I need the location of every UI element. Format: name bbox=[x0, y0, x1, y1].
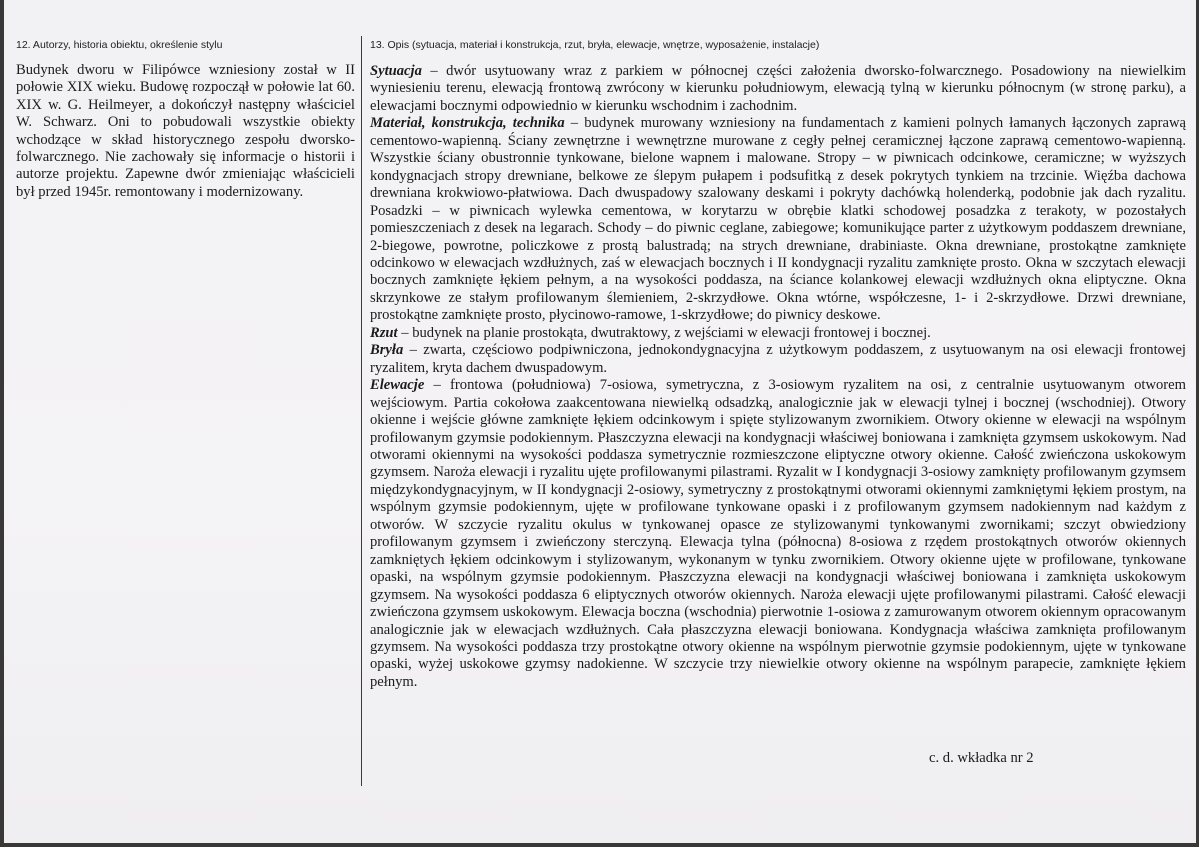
paragraph-sytuacja bbox=[370, 63, 1186, 115]
paragraph-rzut bbox=[370, 325, 1186, 342]
paragraph-bryla bbox=[370, 342, 1186, 377]
section-12-body: Budynek dworu w Filipówce wzniesiony został w II połowie XIX wieku. Budowę rozpoczął w połowie lat 60. XIX w. G. Heilmeyer, a dokończył następny właściciel W. Schwarz. Oni to pobudowali wszystkie obiekty wchodzące w skład historycznego zespołu dworsko-folwarcznego. Nie zachowały się informacje o historii i autorze projektu. Zapewne dwór zmieniając właścicieli był przed 1945r. remontowany i modernizowany. bbox=[16, 62, 355, 200]
label-material: Materiał, konstrukcja, technika bbox=[370, 115, 565, 132]
paragraph-elewacje bbox=[370, 377, 1186, 691]
continuation-note: c. d. wkładka nr 2 bbox=[929, 750, 1034, 766]
text-bryla: – zwarta, częściowo podpiwniczona, jednokondygnacyjna z użytkowym poddaszem, z usytuowanym na osi elewacji frontowej ryzalitem, kryta dachem dwuspadowym. bbox=[370, 342, 1186, 376]
section-13-body bbox=[370, 63, 1186, 691]
paragraph-material bbox=[370, 115, 1186, 324]
label-bryla: Bryła bbox=[370, 342, 404, 359]
text-elewacje: – frontowa (południowa) 7-osiowa, symetryczna, z 3-osiowym ryzalitem na osi, z centralnie usytuowanym otworem wejściowym. Partia cokołowa zaakcentowana niewielką odsadzką, analogicznie jak w elewacji tylnej i bocznej (wschodniej). Otwory okienne i wejście główne zamknięte łękiem odcinkowym i spięte stylizowanym zwornikiem. Otwory okienne w elewacji na wspólnym profilowanym gzymsie podokiennym. Płaszczyzna elewacji na kondygnacji właściwej boniowana i zamknięta gzymsem uskokowym. Nad otworami okiennymi na wysokości poddasza symetrycznie rozmieszczone eliptyczne otwory okienne. Całość zwieńczona uskokowym gzymsem. Naroża elewacji i ryzalitu ujęte profilowanymi pilastrami. Ryzalit w I kondygnacji 3-osiowy zamknięty profilowanym gzymsem międzykondygnacyjnym, w II kondygnacji 2-osiowy, symetryczny z prostokątnymi otworami okiennymi zamkniętymi łękiem prostym, na wspólnym gzymsie podokiennym, ujęte w profilowane tynkowane opaski i z profilowanym gzymsem nadokiennym nad każdym z otworów. W szczycie ryzalitu okulus w tynkowanej opasce ze stylizowanymi tynkowanymi zwornikami; szczyt obwiedziony profilowanym gzymsem i zwieńczony sterczyną. Elewacja tylna (północna) 8-osiowa z rzędem prostokątnych otworów okiennych zamkniętych łękiem odcinkowym i stylizowanym, wykonanym w tynku zwornikiem. Otwory okienne ujęte w profilowane, tynkowane opaski, na wspólnym gzymsie podokiennym. Płaszczyzna elewacji na kondygnacji właściwej boniowana i zamknięta uskokowym gzymsem. Na wysokości poddasza 6 eliptycznych otworów okiennych. Naroża elewacji ujęte profilowanymi pilastrami. Całość elewacji zwieńczona gzymsem uskokowym. Elewacja boczna (wschodnia) pierwotnie 1-osiowa z zamurowanym otworem okiennym opracowanym analogicznie jak w elewacjach wzdłużnych. Cała płaszczyzna elewacji boniowana. Kondygnacja właściwa zamknięta profilowanym gzymsem. Na wysokości poddasza trzy prostokątne otwory okienne na wspólnym pierwotnie gzymsie podokiennym, ujęte w tynkowane opaski, wyżej uskokowe gzymsy nadokienne. W szczycie trzy niewielkie otwory okienne na wspólnym parapecie, zamknięte łękiem pełnym. bbox=[370, 377, 1186, 690]
section-13-header: 13. Opis (sytuacja, materiał i konstrukcja, rzut, bryła, elewacje, wnętrze, wyposażenie, instalacje) bbox=[370, 39, 820, 51]
document-sheet bbox=[4, 0, 1196, 843]
text-material: – budynek murowany wzniesiony na fundamentach z kamieni polnych łamanych łączonych zaprawą cementowo-wapienną. Ściany zewnętrzne i wewnętrzne murowane z cegły pełnej ceramicznej łączone zaprawą cementowo-wapienną. Wszystkie ściany obustronnie tynkowane, bielone wapnem i malowane. Stropy – w piwnicach odcinkowe, ceramiczne; w wyższych kondygnacjach stropy drewniane, belkowe ze ślepym pułapem i podsufitką z desek pokrytych tynkiem na trzcinie. Więźba dachowa drewniana krokwiowo-płatwiowa. Dach dwuspadowy szalowany deskami i pokryty dachówką holenderką, podobnie jak dach ryzalitu. Posadzki – w piwnicach wylewka cementowa, w korytarzu w obrębie klatki schodowej posadzka z terakoty, w pozostałych pomieszczeniach z desek na legarach. Schody – do piwnic ceglane, zabiegowe; komunikujące parter z użytkowym poddaszem drewniane, 2-biegowe, powrotne, policzkowe z prostą balustradą; na strych drewniane, drabiniaste. Okna drewniane, prostokątne zamknięte odcinkowo w elewacjach wzdłużnych, zaś w elewacjach bocznych i II kondygnacji ryzalitu zamknięte prosto. Okna w szczytach elewacji bocznych zamknięte łękiem pełnym, a na wysokości poddasza, na ściance kolankowej elewacji wzdłużnych okna eliptyczne. Okna skrzynkowe ze stałym profilowanym ślemieniem, 2-skrzydłowe. Okna wtórne, współczesne, 1- i 2-skrzydłowe. Drzwi drewniane, prostokątne zamknięte prosto, płycinowo-ramowe, 1-skrzydłowe; do piwnicy deskowe. bbox=[370, 115, 1186, 324]
label-rzut: Rzut bbox=[370, 324, 398, 341]
label-sytuacja: Sytuacja bbox=[370, 63, 422, 79]
text-rzut: – budynek na planie prostokąta, dwutraktowy, z wejściami w elewacji frontowej i bocznej. bbox=[397, 324, 931, 341]
label-elewacje: Elewacje bbox=[370, 377, 425, 394]
column-divider bbox=[361, 36, 362, 786]
text-sytuacja: – dwór usytuowany wraz z parkiem w północnej części założenia dworsko-folwarcznego. Posadowiony na niewielkim wyniesieniu terenu, elewacją frontową zwrócony w kierunku południowym, elewacją tylną w kierunku północnym (w stronę parku), a elewacjami bocznymi odpowiednio w kierunku wschodnim i zachodnim. bbox=[370, 63, 1186, 114]
section-12-header: 12. Autorzy, historia obiektu, określenie stylu bbox=[16, 39, 223, 51]
